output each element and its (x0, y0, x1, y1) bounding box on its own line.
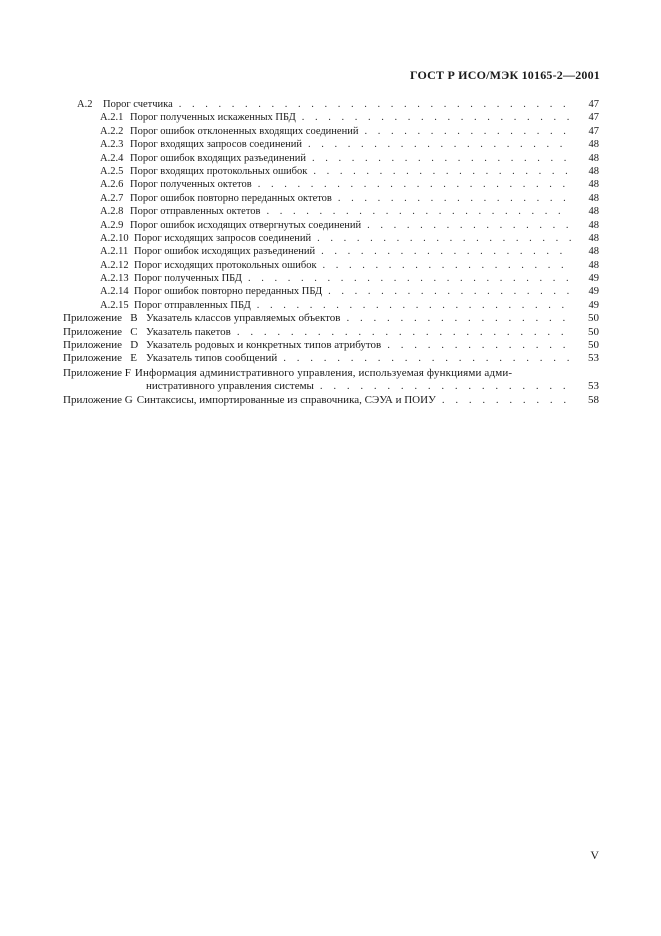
dot-leader (387, 339, 571, 352)
toc-entry-number: А.2.7 (100, 192, 124, 204)
toc-entry-title: Порог отправленных октетов (130, 206, 261, 218)
dot-leader (338, 192, 571, 205)
dot-leader (258, 178, 571, 191)
toc-entry-title: Порог исходящих протокольных ошибок (134, 259, 317, 271)
toc-appendix-f-entry[interactable] (63, 367, 599, 394)
toc-entry-number: А.2.9 (100, 219, 124, 231)
toc-entry-number: Приложение D (63, 339, 139, 352)
toc-entry[interactable] (63, 98, 599, 111)
toc-entry-page: 53 (588, 380, 599, 393)
dot-leader (442, 394, 571, 407)
toc-entry-page: 48 (588, 192, 599, 204)
toc-entry-page: 50 (588, 325, 599, 338)
toc-entry-title: Порог входящих протокольных ошибок (130, 165, 308, 177)
toc-entry[interactable] (63, 232, 599, 245)
toc-entry-number: А.2.11 (100, 246, 129, 258)
dot-leader (302, 111, 571, 124)
toc-entry-page: 48 (588, 219, 599, 231)
dot-leader (323, 259, 571, 272)
dot-leader (328, 285, 571, 298)
toc-appendix-entry[interactable] (63, 339, 599, 352)
toc-entry-title: Указатель классов управляемых объектов (146, 312, 341, 325)
dot-leader (364, 125, 571, 138)
toc-entry-number: А.2.5 (100, 165, 124, 177)
dot-leader (321, 245, 571, 258)
toc-entry-page: 48 (588, 152, 599, 164)
toc-entry[interactable] (63, 299, 599, 312)
dot-leader (257, 299, 571, 312)
dot-leader (248, 272, 571, 285)
dot-leader (367, 219, 571, 232)
toc-entry[interactable] (63, 285, 599, 298)
toc-entry-number: А.2.15 (100, 299, 129, 311)
dot-leader (179, 98, 571, 111)
toc-entry-number: Приложение E (63, 352, 138, 365)
toc-entry-page: 48 (588, 232, 599, 244)
toc-entry-number: А.2.13 (100, 273, 129, 285)
toc-entry-page: 49 (588, 299, 599, 311)
toc-entry-title: Порог полученных октетов (130, 179, 252, 191)
toc-entry-number: А.2.14 (100, 286, 129, 298)
toc-entry-title: Синтаксисы, импортированные из справочника, СЭУА и ПОИУ (136, 393, 436, 406)
dot-leader (312, 152, 571, 165)
toc-entry-number: А.2 (77, 99, 93, 110)
toc-entry-page: 48 (588, 139, 599, 151)
toc-entry-page: 49 (588, 286, 599, 298)
toc-entry-title: Порог ошибок отклоненных входящих соединений (130, 125, 359, 137)
toc-entry[interactable] (63, 245, 599, 258)
toc-entry-page: 47 (588, 125, 599, 137)
toc-entry[interactable] (63, 138, 599, 151)
toc-entry[interactable] (63, 111, 599, 124)
toc-entry-page: 47 (588, 99, 599, 110)
toc-appendix-entry[interactable] (63, 312, 599, 325)
toc-entry[interactable] (63, 259, 599, 272)
toc-entry-number: Приложение F (63, 366, 131, 379)
dot-leader (308, 138, 571, 151)
toc-entry[interactable] (63, 219, 599, 232)
toc-entry-title: Указатель родовых и конкретных типов атрибутов (146, 339, 382, 352)
dot-leader (317, 232, 571, 245)
page-number: V (590, 848, 599, 862)
toc-entry-page: 58 (588, 393, 599, 406)
document-header: ГОСТ Р ИСО/МЭК 10165-2—2001 (409, 68, 600, 82)
dot-leader (237, 326, 571, 339)
dot-leader (283, 352, 571, 365)
toc-appendix-g-entry[interactable] (63, 394, 599, 407)
toc-entry-page: 48 (588, 246, 599, 258)
toc-entry-title: Указатель пакетов (146, 325, 231, 338)
toc-entry-number: Приложение B (63, 312, 138, 325)
dot-leader (320, 380, 571, 393)
toc-entry[interactable] (63, 165, 599, 178)
dot-leader (347, 312, 572, 325)
toc-entry-title: Порог ошибок исходящих отвергнутых соединений (130, 219, 362, 231)
toc-entry-page: 53 (588, 352, 599, 365)
toc-entry-number: А.2.6 (100, 179, 124, 191)
toc-entry-page: 49 (588, 273, 599, 285)
toc-entry[interactable] (63, 125, 599, 138)
toc-entry-title: Порог ошибок повторно переданных ПБД (134, 286, 323, 298)
toc-entry[interactable] (63, 192, 599, 205)
toc-entry-title: Порог входящих запросов соединений (130, 139, 302, 151)
toc-entry-title: Порог ошибок повторно переданных октетов (130, 192, 332, 204)
toc-entry[interactable] (63, 152, 599, 165)
toc-entry[interactable] (63, 272, 599, 285)
toc-entry-number: А.2.2 (100, 125, 124, 137)
toc-entry-page: 50 (588, 312, 599, 325)
toc-appendix-entry[interactable] (63, 326, 599, 339)
toc-entry-number: Приложение G (63, 393, 133, 406)
toc-entry-title: Указатель типов сообщений (146, 352, 278, 365)
toc-entry-number: А.2.1 (100, 112, 124, 124)
toc-appendix-entry[interactable] (63, 352, 599, 365)
toc-entry-title: Порог исходящих запросов соединений (134, 232, 312, 244)
toc-entry-page: 50 (588, 339, 599, 352)
toc-entry-title: Порог ошибок входящих разъединений (130, 152, 306, 164)
table-of-contents (63, 98, 599, 407)
toc-entry-title: Порог счетчика (103, 99, 173, 110)
toc-entry-page: 48 (588, 259, 599, 271)
toc-entry-page: 48 (588, 165, 599, 177)
toc-entry-page: 47 (588, 112, 599, 124)
toc-entry-page: 48 (588, 206, 599, 218)
toc-entry-title: Информация административного управления, используемая функциями адми- (134, 366, 513, 379)
toc-entry-number: А.2.12 (100, 259, 129, 271)
toc-entry-title: Порог полученных ПБД (134, 273, 242, 285)
toc-entry-number: А.2.8 (100, 206, 124, 218)
toc-entry-number: А.2.10 (100, 232, 129, 244)
dot-leader (267, 205, 571, 218)
toc-entry[interactable] (63, 205, 599, 218)
toc-entry-number: Приложение C (63, 325, 138, 338)
toc-entry-title: Порог отправленных ПБД (134, 299, 251, 311)
toc-entry-number: А.2.3 (100, 139, 124, 151)
toc-entry-number: А.2.4 (100, 152, 124, 164)
dot-leader (313, 165, 571, 178)
toc-entry-page: 48 (588, 179, 599, 191)
toc-entry-title-continued: нистративного управления системы (146, 380, 314, 393)
toc-entry-title: Порог полученных искаженных ПБД (130, 112, 296, 124)
toc-entry[interactable] (63, 178, 599, 191)
toc-entry-title: Порог ошибок исходящих разъединений (134, 246, 316, 258)
